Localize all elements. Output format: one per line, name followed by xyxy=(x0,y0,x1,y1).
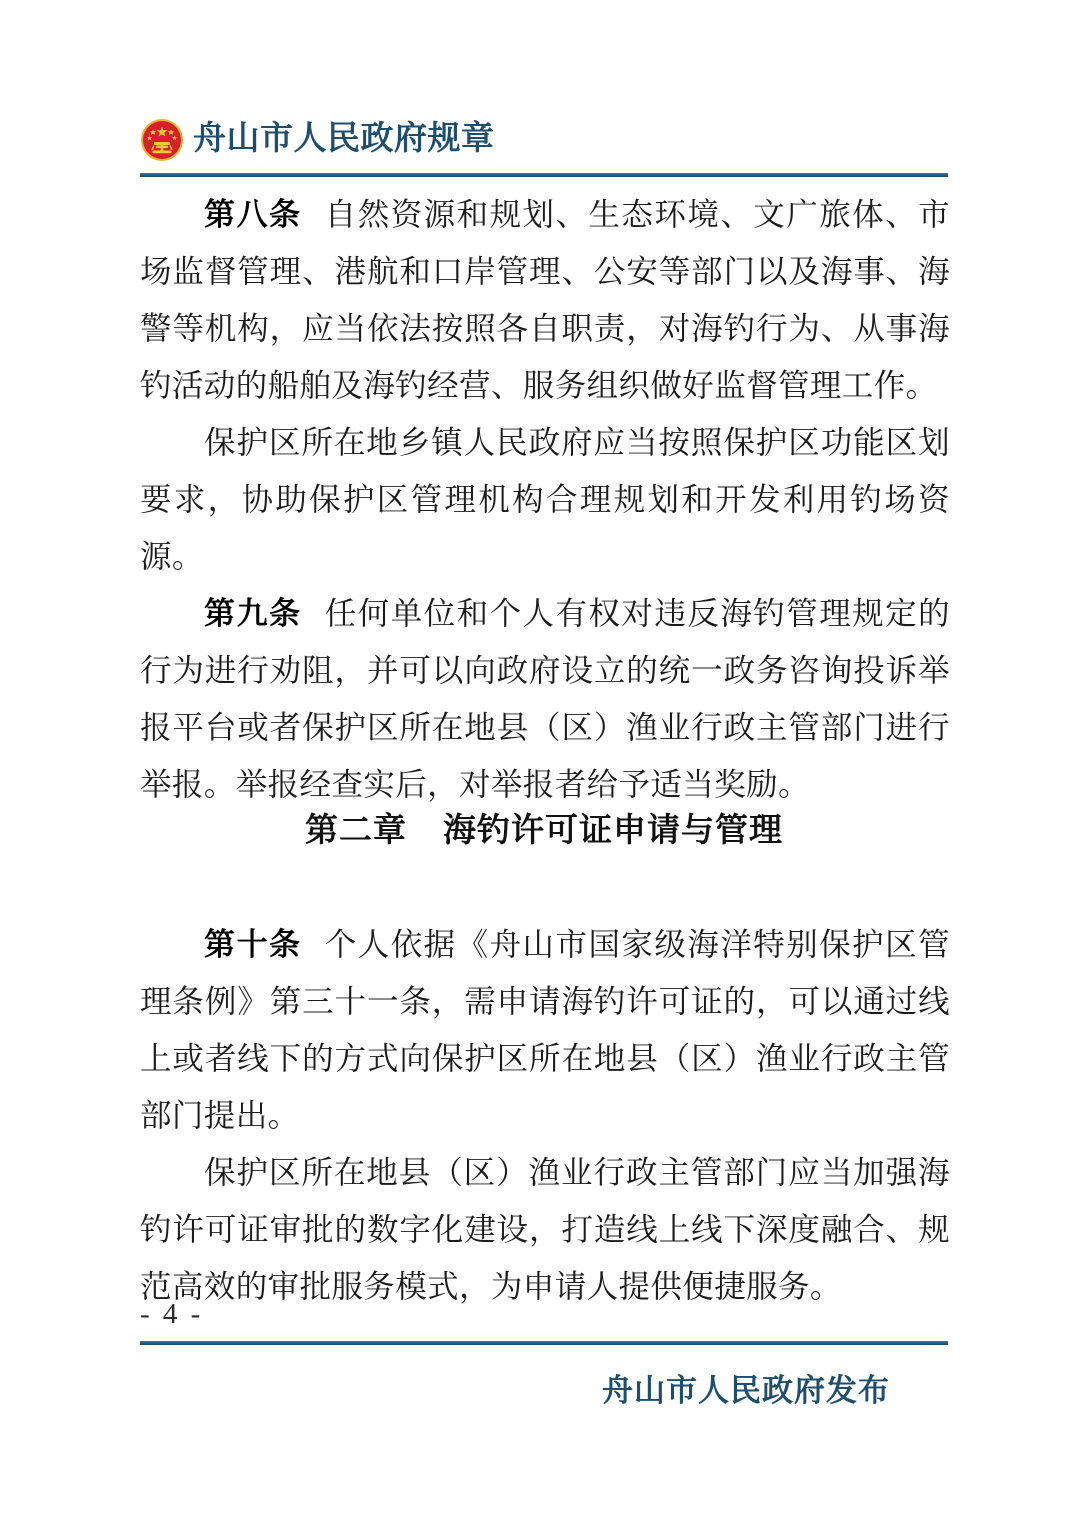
article-text-8: 自然资源和规划、生态环境、文广旅体、市场监督管理、港航和口岸管理、公安等部门以及海事、海警等机构，应当依法按照各自职责，对海钓行为、从事海钓活动的船舶及海钓经营、服务组织做好监督管理工作。 xyxy=(140,197,951,403)
footer-divider-rule xyxy=(140,1341,948,1345)
chapter-title: 海钓许可证申请与管理 xyxy=(443,811,783,848)
document-body-top xyxy=(140,186,950,813)
article-text-10: 个人依据《舟山市国家级海洋特别保护区管理条例》第三十一条，需申请海钓许可证的，可以通过线上或者线下的方式向保护区所在地县（区）渔业行政主管部门提出。 xyxy=(140,927,951,1133)
national-emblem-icon xyxy=(140,118,184,162)
publisher-label: 舟山市人民政府发布 xyxy=(602,1373,890,1408)
page-number: - 4 - xyxy=(140,1298,204,1330)
paragraph-article-10 xyxy=(140,916,950,1144)
article-label-10: 第十条 xyxy=(204,927,302,962)
article-text-10-second: 保护区所在地县（区）渔业行政主管部门应当加强海钓许可证审批的数字化建设，打造线上线下深度融合、规范高效的审批服务模式，为申请人提供便捷服务。 xyxy=(140,1155,950,1304)
article-label-9: 第九条 xyxy=(204,596,302,631)
document-header xyxy=(140,108,948,170)
article-label-8: 第八条 xyxy=(204,197,302,232)
document-body-bottom xyxy=(140,916,950,1315)
header-divider-rule xyxy=(140,173,948,177)
chapter-heading xyxy=(140,806,948,854)
article-text-8-second: 保护区所在地乡镇人民政府应当按照保护区功能区划要求，协助保护区管理机构合理规划和开发利用钓场资源。 xyxy=(140,425,950,574)
document-header-title: 舟山市人民政府规章 xyxy=(193,120,495,157)
chapter-number: 第二章 xyxy=(305,811,407,848)
paragraph-article-9 xyxy=(140,585,950,813)
article-text-9: 任何单位和个人有权对违反海钓管理规定的行为进行劝阻，并可以向政府设立的统一政务咨询投诉举报平台或者保护区所在地县（区）渔业行政主管部门进行举报。举报经查实后，对举报者给予适当奖励。 xyxy=(140,596,951,802)
paragraph-article-8-second xyxy=(140,414,950,585)
paragraph-article-10-second xyxy=(140,1144,950,1315)
paragraph-article-8 xyxy=(140,186,950,414)
